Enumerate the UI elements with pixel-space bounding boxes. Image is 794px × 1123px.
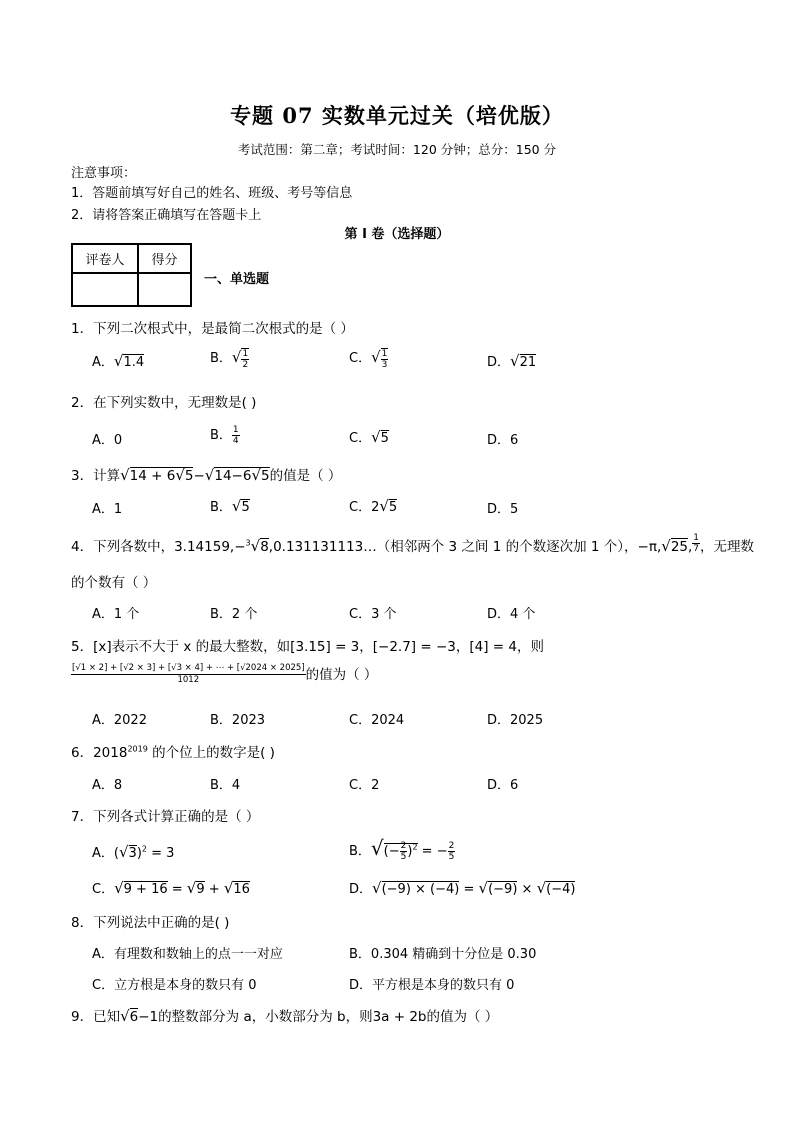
expression-numerator: [√1 × 2] + [√2 × 3] + [√3 × 4] + ⋯ + [√2024 × 2025]: [72, 663, 305, 673]
option-c[interactable]: C．立方根是本身的数只有 0: [92, 978, 257, 993]
grader-table: [71, 243, 192, 307]
volume-title: 第 I 卷（选择题）: [344, 227, 450, 242]
notice-item: 1．答题前填写好自己的姓名、班级、考号等信息: [71, 186, 353, 201]
option-d[interactable]: D．√21: [487, 352, 537, 370]
grader-cell[interactable]: [72, 273, 138, 306]
option-d[interactable]: D．4 个: [487, 607, 536, 622]
notice-item: 2．请将答案正确填写在答题卡上: [71, 208, 262, 223]
option-a[interactable]: A．$(√3)^2 = 3$: [92, 843, 175, 861]
expression-denominator: 1012: [177, 675, 200, 685]
option-c[interactable]: C．√ $\frac{1}{3}$: [349, 348, 388, 370]
option-d[interactable]: D．5: [487, 502, 519, 517]
page-title: 专题 07 实数单元过关（培优版）: [230, 103, 564, 128]
question-stem: 5．[x]表示不大于 x 的最大整数，如[3.15] = 3，[−2.7] = −3，[4] = 4，则: [71, 639, 544, 655]
question-stem: 9．已知√6−1的整数部分为 a，小数部分为 b，则3a + 2b的值为（ ）: [71, 1007, 499, 1025]
option-b[interactable]: B．2 个: [210, 607, 258, 622]
option-c[interactable]: C．2: [349, 778, 380, 793]
option-a[interactable]: A．√1.4: [92, 352, 145, 370]
option-b[interactable]: B．√5: [210, 497, 250, 515]
question-stem: 2．在下列实数中，无理数是( ): [71, 395, 257, 411]
option-a[interactable]: A．2022: [92, 713, 147, 728]
option-b[interactable]: B． $\frac{1}{4}$: [210, 425, 239, 446]
notice-heading: 注意事项：: [71, 166, 137, 181]
question-stem: 4．下列各数中，3.14159,−$^3$√8,0.131131113…（相邻两个 3 之间 1 的个数逐次加 1 个），−π,√25, $\frac{1}{7}$ ，无理数: [71, 532, 755, 555]
question-stem-continued: 的个数有（ ）: [71, 575, 157, 591]
exam-info: 考试范围：第二章；考试时间：120 分钟；总分：150 分: [237, 142, 557, 157]
option-c[interactable]: C．√9 + 16 = √9 + √16: [92, 879, 250, 897]
option-b[interactable]: B．4: [210, 778, 241, 793]
option-a[interactable]: A．0: [92, 433, 123, 448]
question-stem: 6．$2018^{2019}$ 的个位上的数字是( ): [71, 744, 275, 761]
score-header: 得分: [138, 244, 191, 273]
option-d[interactable]: D．6: [487, 778, 519, 793]
option-c[interactable]: C．√5: [349, 428, 389, 446]
option-c[interactable]: C．3 个: [349, 607, 397, 622]
question-stem: 1．下列二次根式中，是最简二次根式的是（ ）: [71, 321, 354, 337]
option-b[interactable]: B．0.304 精确到十分位是 0.30: [349, 947, 537, 962]
option-b[interactable]: B．√(− $\frac{2}{5}$ )$^2$ = − $\frac{2}{5}$: [349, 836, 455, 862]
score-cell[interactable]: [138, 273, 191, 306]
option-b[interactable]: B．√ $\frac{1}{2}$: [210, 348, 249, 370]
option-a[interactable]: A．1: [92, 502, 123, 517]
option-d[interactable]: D．√(−9) × (−4) = √(−9) × √(−4): [349, 879, 576, 897]
grader-header: 评卷人: [72, 244, 138, 273]
option-d[interactable]: D．2025: [487, 713, 544, 728]
question-stem: 8．下列说法中正确的是( ): [71, 915, 230, 931]
option-a[interactable]: A．1 个: [92, 607, 140, 622]
option-a[interactable]: A．8: [92, 778, 123, 793]
question-stem: 7．下列各式计算正确的是（ ）: [71, 809, 260, 825]
question-stem: 3．计算√14 + 6√5−√14−6√5的值是（ ）: [71, 466, 342, 484]
option-d[interactable]: D．6: [487, 433, 519, 448]
section-title: 一、单选题: [204, 272, 270, 287]
option-a[interactable]: A．有理数和数轴上的点一一对应: [92, 947, 283, 962]
option-c[interactable]: C．2√5: [349, 497, 398, 515]
question-expression: $\frac{[√1 \times 2] + [√2 \times 3] + [√3 \times 4] + \cdots + [√2024 \times 2025]}{1012}$ 的值为（ ）: [72, 663, 378, 685]
option-c[interactable]: C．2024: [349, 713, 405, 728]
option-b[interactable]: B．2023: [210, 713, 266, 728]
option-d[interactable]: D．平方根是本身的数只有 0: [349, 978, 515, 993]
